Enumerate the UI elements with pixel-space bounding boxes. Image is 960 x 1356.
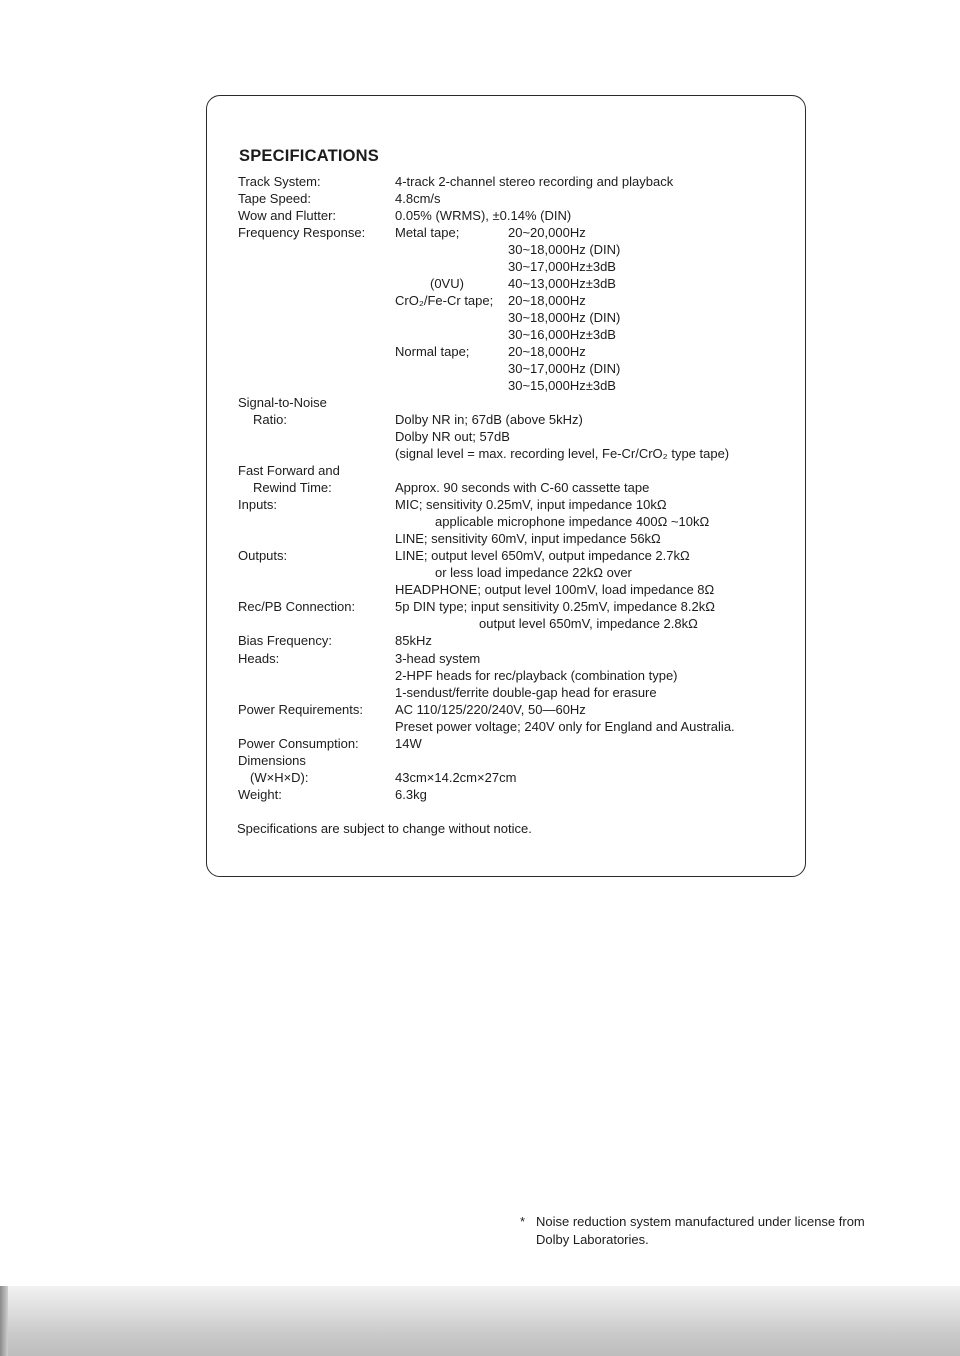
spec-value-inputs: LINE; sensitivity 60mV, input impedance 56kΩ — [395, 531, 661, 546]
dolby-footnote — [520, 1213, 865, 1249]
spec-label-dimensions: Dimensions — [238, 753, 306, 768]
spec-value-outputs: HEADPHONE; output level 100mV, load impedance 8Ω — [395, 582, 715, 597]
page-title: SPECIFICATIONS — [239, 147, 380, 165]
change-notice: Specifications are subject to change without notice. — [237, 821, 532, 836]
spec-label-fast-forward: Rewind Time: — [253, 480, 332, 495]
spec-label-bias: Bias Frequency: — [238, 633, 332, 648]
spec-label-inputs: Inputs: — [238, 497, 278, 512]
footnote-line: Dolby Laboratories. — [536, 1232, 649, 1247]
spec-label-outputs: Outputs: — [238, 548, 288, 563]
spec-label-frequency-response: Frequency Response: — [238, 225, 366, 240]
spec-label-snr: Signal-to-Noise — [238, 395, 327, 410]
spec-value-dimensions: 43cm×14.2cm×27cm — [395, 770, 517, 785]
spec-value-snr: Dolby NR out; 57dB — [395, 429, 510, 444]
spec-value-tape-speed: 4.8cm/s — [395, 191, 441, 206]
freq-cro2-label: CrO₂/Fe-Cr tape; — [395, 293, 494, 308]
spec-value-fast-forward: Approx. 90 seconds with C-60 cassette tape — [395, 480, 650, 495]
spec-label-weight: Weight: — [238, 787, 282, 802]
spec-value-heads: 2-HPF heads for rec/playback (combination type) — [395, 668, 678, 683]
spec-value-inputs: applicable microphone impedance 400Ω ~10kΩ — [435, 514, 710, 529]
spec-value-wow-flutter: 0.05% (WRMS), ±0.14% (DIN) — [395, 208, 572, 223]
spec-value-inputs: MIC; sensitivity 0.25mV, input impedance 10kΩ — [395, 497, 667, 512]
spec-label-rec-pb: Rec/PB Connection: — [238, 599, 356, 614]
spec-value-outputs: or less load impedance 22kΩ over — [435, 565, 632, 580]
freq-metal-value: 40~13,000Hz±3dB — [508, 276, 616, 291]
spec-value-snr: (signal level = max. recording level, Fe-Cr/CrO₂ type tape) — [395, 446, 730, 461]
spec-label-consumption: Power Consumption: — [238, 736, 359, 751]
spec-value-heads: 3-head system — [395, 651, 481, 666]
spec-label-dimensions: (W×H×D): — [250, 770, 309, 785]
spec-label-tape-speed: Tape Speed: — [238, 191, 312, 206]
freq-metal-value: 30~18,000Hz (DIN) — [508, 242, 621, 257]
spec-label-power: Power Requirements: — [238, 702, 363, 717]
scan-edge-shadow — [0, 1286, 960, 1356]
spec-value-power: Preset power voltage; 240V only for England and Australia. — [395, 719, 735, 734]
spec-value-power: AC 110/125/220/240V, 50—60Hz — [395, 702, 586, 717]
freq-cro2-value: 20~18,000Hz — [508, 293, 586, 308]
scan-edge-left — [0, 1286, 8, 1356]
spec-value-outputs: LINE; output level 650mV, output impedance 2.7kΩ — [395, 548, 690, 563]
spec-label-wow-flutter: Wow and Flutter: — [238, 208, 337, 223]
freq-cro2-value: 30~16,000Hz±3dB — [508, 327, 616, 342]
spec-label-fast-forward: Fast Forward and — [238, 463, 340, 478]
freq-metal-value: 30~17,000Hz±3dB — [508, 259, 616, 274]
spec-value-rec-pb: 5p DIN type; input sensitivity 0.25mV, impedance 8.2kΩ — [395, 599, 715, 614]
spec-value-track-system: 4-track 2-channel stereo recording and playback — [395, 174, 674, 189]
spec-label-heads: Heads: — [238, 651, 280, 666]
footnote-asterisk: * — [520, 1214, 526, 1229]
spec-value-rec-pb: output level 650mV, impedance 2.8kΩ — [479, 616, 698, 631]
freq-cro2-value: 30~18,000Hz (DIN) — [508, 310, 621, 325]
spec-value-snr: Dolby NR in; 67dB (above 5kHz) — [395, 412, 583, 427]
footnote-line: Noise reduction system manufactured under license from — [536, 1214, 865, 1229]
spec-value-heads: 1-sendust/ferrite double-gap head for erasure — [395, 685, 657, 700]
freq-normal-value: 30~15,000Hz±3dB — [508, 378, 616, 393]
spec-label-snr: Ratio: — [253, 412, 287, 427]
freq-metal-label: Metal tape; — [395, 225, 460, 240]
freq-normal-value: 20~18,000Hz — [508, 344, 586, 359]
spec-label-track-system: Track System: — [238, 174, 321, 189]
freq-normal-value: 30~17,000Hz (DIN) — [508, 361, 621, 376]
freq-metal-value: 20~20,000Hz — [508, 225, 586, 240]
spec-value-bias: 85kHz — [395, 633, 432, 648]
freq-0vu-label: (0VU) — [430, 276, 464, 291]
spec-value-consumption: 14W — [395, 736, 422, 751]
freq-normal-label: Normal tape; — [395, 344, 470, 359]
spec-value-weight: 6.3kg — [395, 787, 427, 802]
